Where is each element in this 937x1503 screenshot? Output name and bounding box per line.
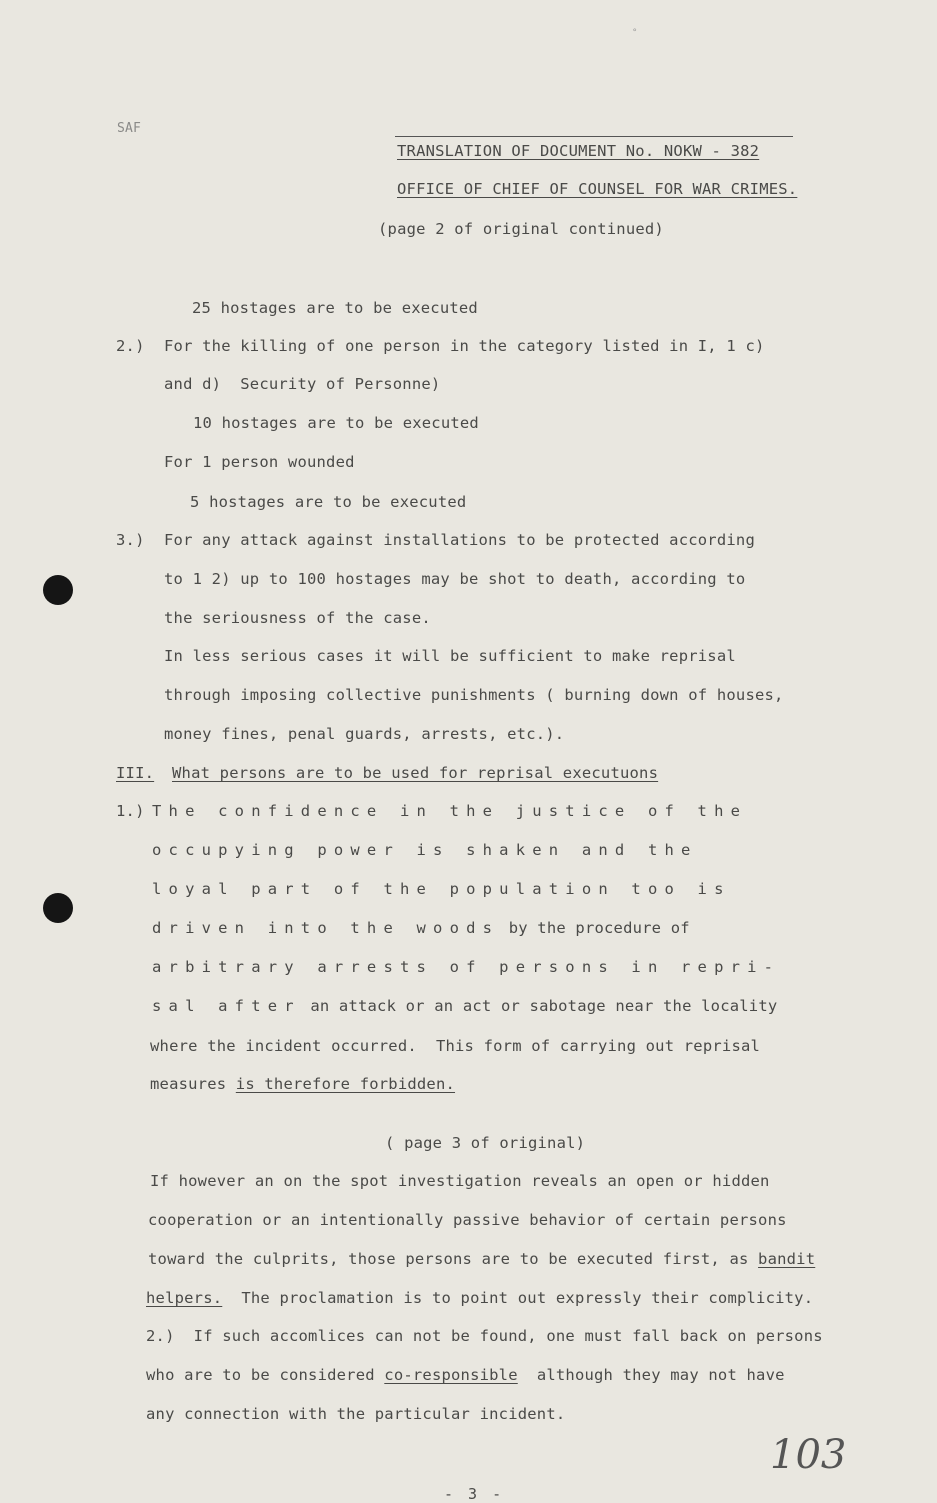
text: although they may not have [517, 1366, 785, 1384]
spaced-text-line: occupying power is shaken and the [152, 841, 698, 859]
header-rule [395, 136, 793, 137]
continued-note: (page 2 of original continued) [378, 220, 664, 238]
text-line: and d) Security of Personne) [164, 375, 441, 393]
underlined-text: is therefore forbidden. [235, 1075, 456, 1093]
text-line [148, 1250, 815, 1268]
text-line [150, 1075, 455, 1093]
text-line: For 1 person wounded [164, 453, 355, 471]
text-line: to 1 2) up to 100 hostages may be shot to death, according to [164, 570, 746, 588]
punch-hole [43, 893, 73, 923]
text: an attack or an act or sabotage near the locality [300, 997, 778, 1015]
text: measures [150, 1075, 236, 1093]
text-line: cooperation or an intentionally passive behavior of certain persons [148, 1211, 787, 1229]
spaced-text-line: arbitrary arrests of persons in repri- [152, 958, 781, 976]
text-line: through imposing collective punishments ( burning down of houses, [164, 686, 784, 704]
underlined-text: co-responsible [384, 1366, 518, 1384]
text: who are to be considered [146, 1366, 385, 1384]
text: The proclamation is to point out expressly their complicity. [222, 1289, 814, 1307]
text-line: money fines, penal guards, arrests, etc.). [164, 725, 565, 743]
text: by the procedure of [499, 919, 690, 937]
text-line: 10 hostages are to be executed [193, 414, 479, 432]
text-line: 25 hostages are to be executed [192, 299, 478, 317]
text-line: If however an on the spot investigation reveals an open or hidden [150, 1172, 770, 1190]
text-line [146, 1289, 813, 1307]
spaced-text-line: The confidence in the justice of the [152, 802, 748, 820]
handwritten-page-number: 103 [770, 1432, 847, 1478]
page-note: ( page 3 of original) [385, 1134, 586, 1152]
ink-mark: ° [632, 28, 638, 38]
underlined-text: helpers. [146, 1289, 223, 1307]
text-line: 2.) If such accomlices can not be found, one must fall back on persons [146, 1327, 823, 1345]
item-number: 1.) [116, 802, 145, 820]
spaced-text: sal after [152, 997, 301, 1015]
typist-initials: SAF [117, 121, 142, 136]
text-line [152, 919, 690, 937]
text-line [146, 1366, 785, 1384]
text-line: For any attack against installations to be protected according [164, 531, 755, 549]
punch-hole [43, 575, 73, 605]
text-line: where the incident occurred. This form of carrying out reprisal [150, 1037, 761, 1055]
text-line: the seriousness of the case. [164, 609, 431, 627]
text-line: In less serious cases it will be sufficient to make reprisal [164, 647, 736, 665]
text: toward the culprits, those persons are to be executed first, as [148, 1250, 759, 1268]
text-line [152, 997, 777, 1015]
section-number: III. [116, 764, 155, 782]
spaced-text-line: loyal part of the population too is [152, 880, 731, 898]
section-title: What persons are to be used for reprisal executuons [172, 764, 659, 782]
office-title: OFFICE OF CHIEF OF COUNSEL FOR WAR CRIMES. [397, 180, 798, 198]
underlined-text: bandit [758, 1250, 816, 1268]
translation-title: TRANSLATION OF DOCUMENT No. NOKW - 382 [397, 142, 760, 160]
page-number: - 3 - [444, 1485, 505, 1503]
text-line: 5 hostages are to be executed [190, 493, 467, 511]
item-number: 2.) [116, 337, 145, 355]
text-line: any connection with the particular incident. [146, 1405, 566, 1423]
spaced-text: driven into the woods [152, 919, 500, 937]
item-number: 3.) [116, 531, 145, 549]
text-line: For the killing of one person in the category listed in I, 1 c) [164, 337, 765, 355]
